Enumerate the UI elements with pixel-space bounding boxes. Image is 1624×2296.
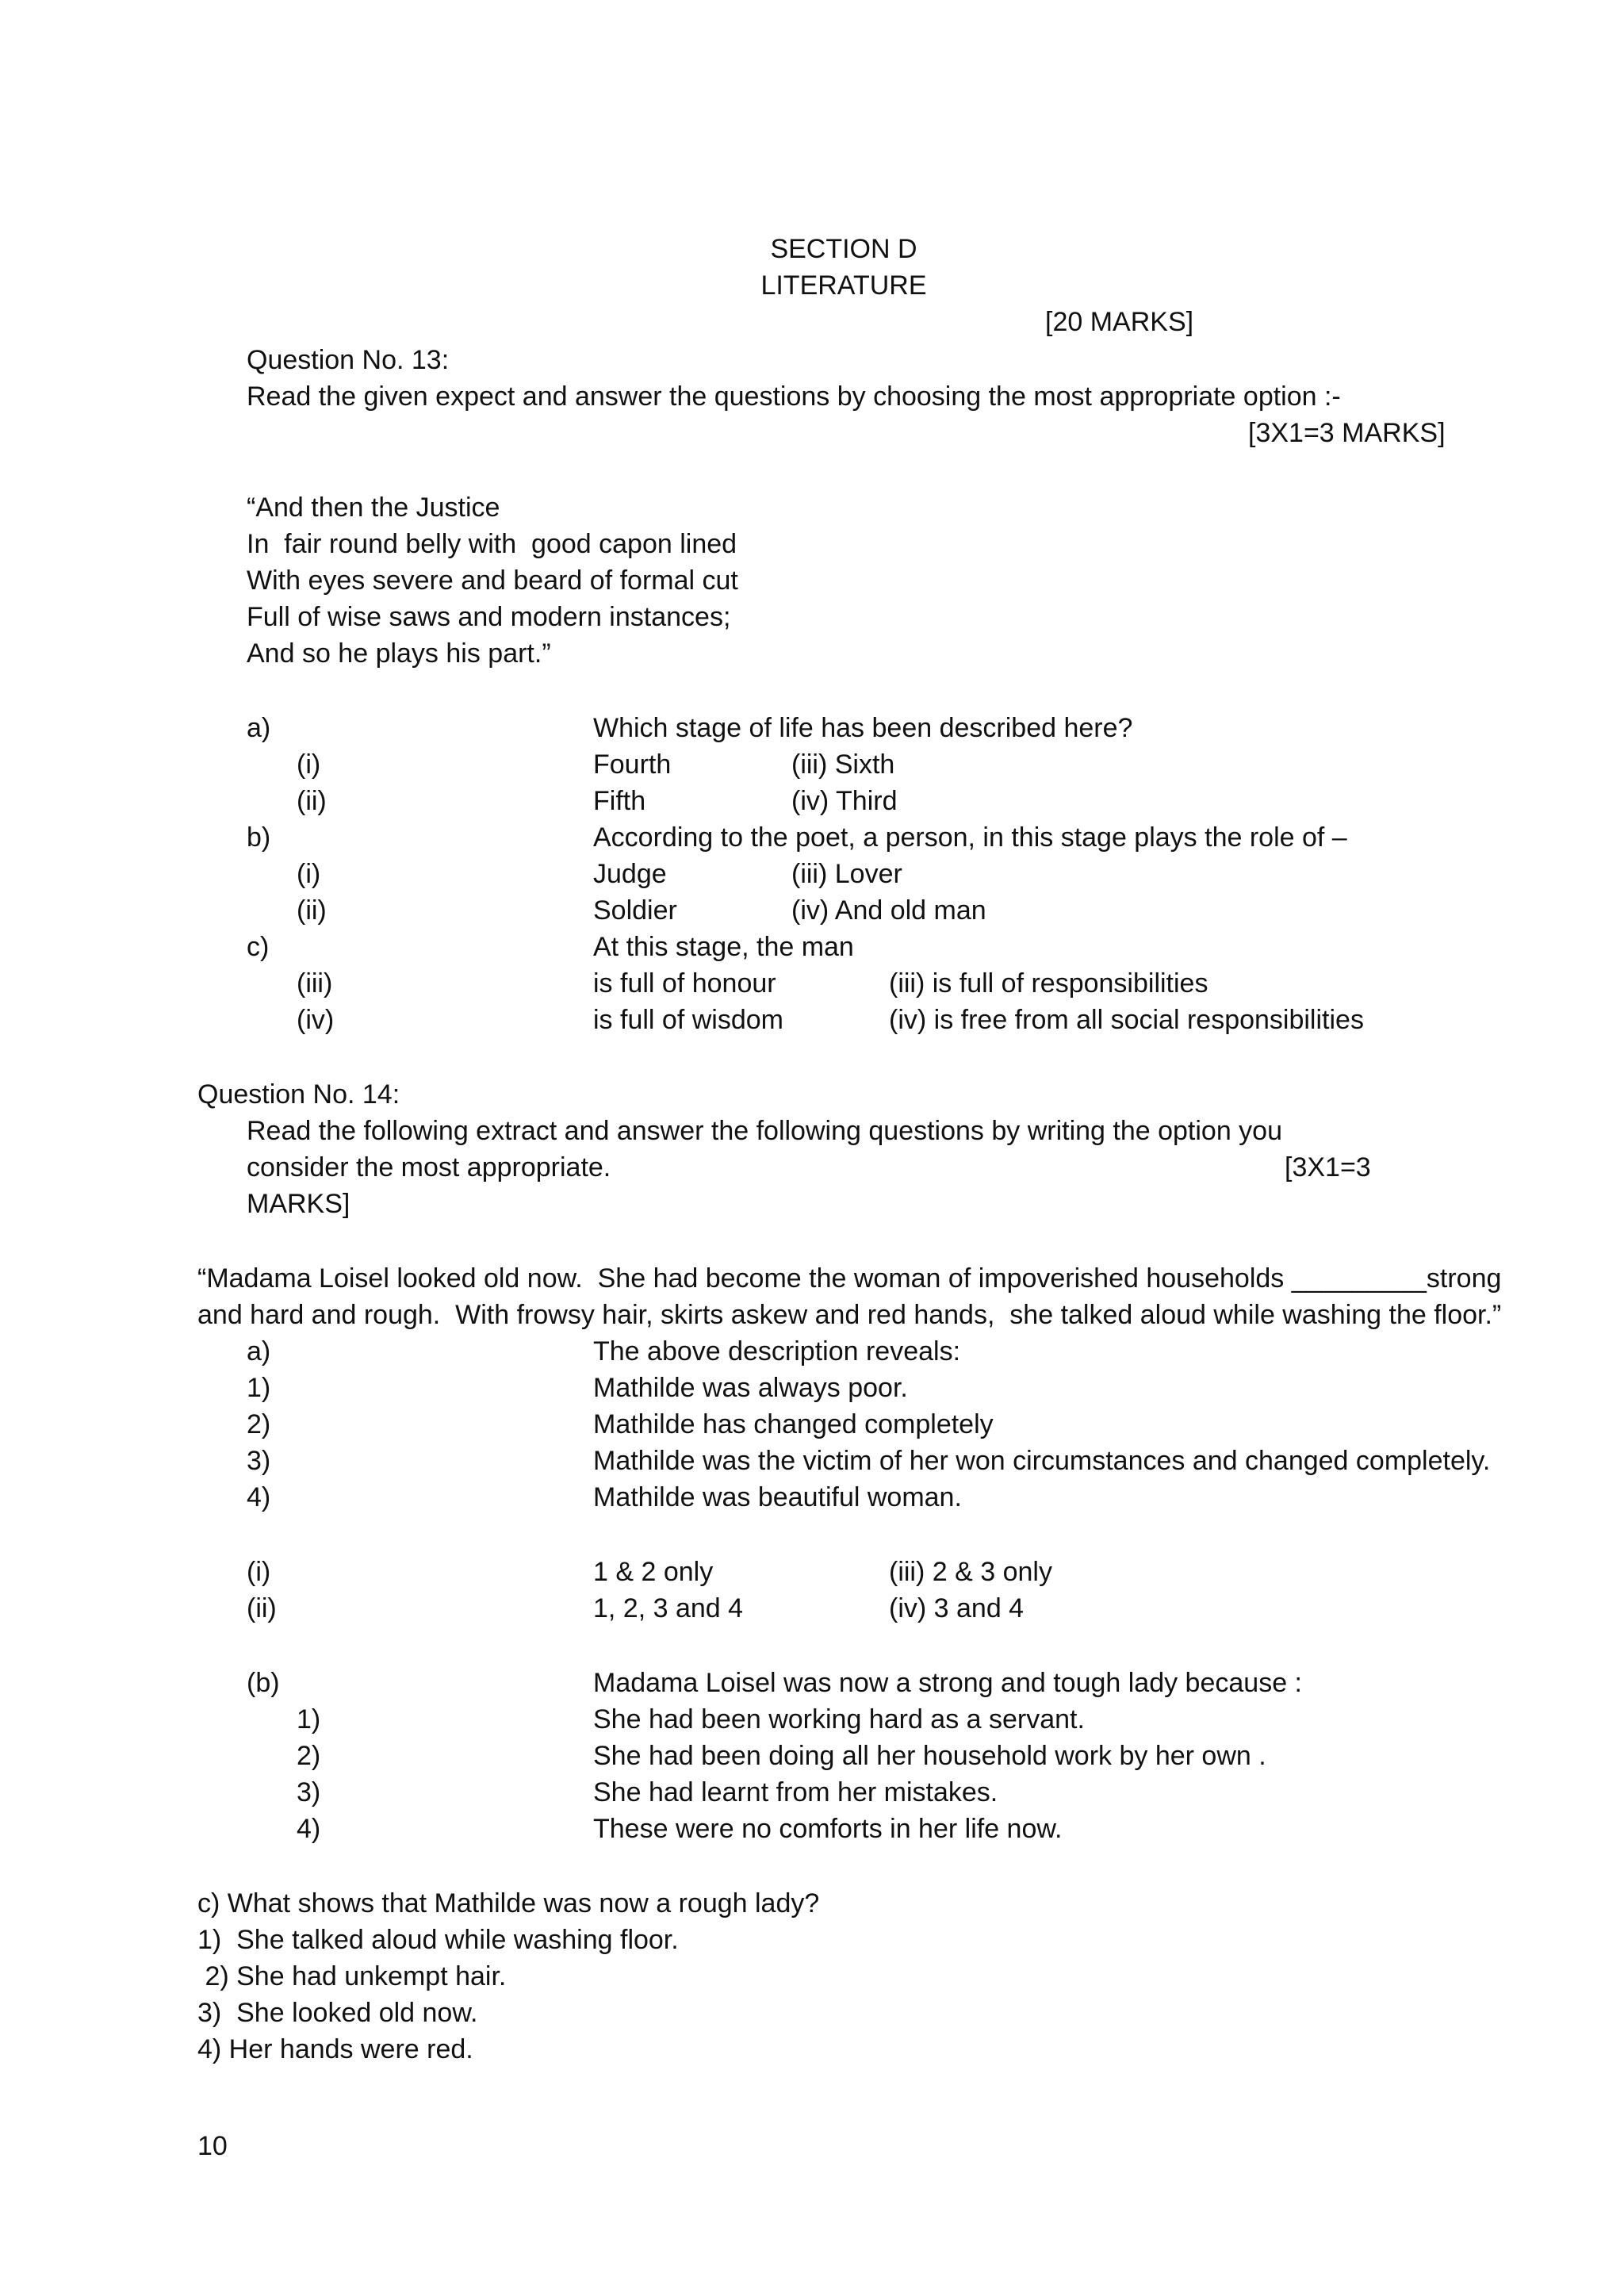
option-text: (iii) Lover — [791, 859, 902, 889]
q13b-question: According to the poet, a person, in this stage plays the role of – — [593, 822, 1347, 853]
option-text: Soldier — [593, 895, 677, 926]
option-text: is full of wisdom — [593, 1005, 783, 1035]
option-text: She had been working hard as a servant. — [593, 1704, 1085, 1734]
option-text: 3) She looked old now. — [197, 1998, 478, 2028]
option-text: Fourth — [593, 749, 672, 780]
q14-marks: [3X1=3 — [1285, 1152, 1371, 1182]
option-number: (i) — [297, 749, 321, 780]
option-text: (iii) 2 & 3 only — [889, 1557, 1052, 1587]
q13b-label: b) — [247, 822, 271, 853]
option-text: She had learnt from her mistakes. — [593, 1777, 998, 1807]
q14a-question: The above description reveals: — [593, 1336, 961, 1366]
statement-number: 3) — [247, 1446, 271, 1476]
option-number: (i) — [247, 1557, 271, 1587]
option-text: (iv) 3 and 4 — [889, 1593, 1025, 1623]
option-text: Judge — [593, 859, 667, 889]
poem-line: Full of wise saws and modern instances; — [247, 602, 731, 632]
q14b-label: (b) — [247, 1668, 280, 1698]
section-heading: SECTION D — [770, 234, 917, 264]
extract-line: “Madama Loisel looked old now. She had become the woman of impoverished households _________strong — [197, 1263, 1502, 1294]
option-number: (iii) — [297, 968, 333, 999]
q14-label: Question No. 14: — [197, 1079, 400, 1110]
extract-line: and hard and rough. With frowsy hair, skirts askew and red hands, she talked aloud while washing the floor.” — [197, 1300, 1502, 1330]
q14-marks: MARKS] — [247, 1189, 350, 1219]
option-number: 4) — [297, 1814, 321, 1844]
q14c-question: c) What shows that Mathilde was now a rough lady? — [197, 1888, 820, 1918]
option-text: 1) She talked aloud while washing floor. — [197, 1925, 679, 1955]
poem-line: “And then the Justice — [247, 493, 500, 523]
option-number: (ii) — [297, 895, 327, 926]
subject-heading: LITERATURE — [760, 270, 927, 301]
option-text: These were no comforts in her life now. — [593, 1814, 1063, 1844]
option-text: (iv) And old man — [791, 895, 986, 926]
q13-marks: [3X1=3 MARKS] — [1248, 418, 1446, 448]
statement-number: 4) — [247, 1482, 271, 1512]
option-text: (iii) is full of responsibilities — [889, 968, 1208, 999]
q14-instruction: consider the most appropriate. — [247, 1152, 611, 1182]
q13c-label: c) — [247, 932, 270, 962]
option-number: 2) — [297, 1741, 321, 1771]
q13-instruction: Read the given expect and answer the questions by choosing the most appropriate option :- — [247, 381, 1341, 412]
poem-line: With eyes severe and beard of formal cut — [247, 565, 738, 596]
poem-line: In fair round belly with good capon lined — [247, 529, 737, 559]
option-text: is full of honour — [593, 968, 776, 999]
total-marks: [20 MARKS] — [1045, 307, 1194, 337]
option-number: (ii) — [247, 1593, 277, 1623]
option-text: She had been doing all her household work by her own . — [593, 1741, 1266, 1771]
q13c-question: At this stage, the man — [593, 932, 854, 962]
option-text: 1, 2, 3 and 4 — [593, 1593, 744, 1623]
option-text: Fifth — [593, 786, 646, 816]
option-text: (iv) Third — [791, 786, 898, 816]
option-number: 3) — [297, 1777, 321, 1807]
statement-text: Mathilde was always poor. — [593, 1373, 908, 1403]
q14b-question: Madama Loisel was now a strong and tough lady because : — [593, 1668, 1302, 1698]
page-number: 10 — [197, 2131, 228, 2161]
option-text: 2) She had unkempt hair. — [197, 1961, 507, 1991]
q14a-label: a) — [247, 1336, 271, 1366]
option-number: 1) — [297, 1704, 321, 1734]
statement-number: 2) — [247, 1409, 271, 1439]
statement-text: Mathilde has changed completely — [593, 1409, 994, 1439]
q13a-question: Which stage of life has been described here? — [593, 713, 1133, 743]
option-number: (iv) — [297, 1005, 335, 1035]
poem-line: And so he plays his part.” — [247, 638, 551, 669]
option-text: (iii) Sixth — [791, 749, 895, 780]
option-text: 4) Her hands were red. — [197, 2034, 473, 2064]
option-number: (i) — [297, 859, 321, 889]
statement-text: Mathilde was the victim of her won circumstances and changed completely. — [593, 1446, 1491, 1476]
option-text: (iv) is free from all social responsibilities — [889, 1005, 1364, 1035]
option-number: (ii) — [297, 786, 327, 816]
statement-number: 1) — [247, 1373, 271, 1403]
statement-text: Mathilde was beautiful woman. — [593, 1482, 962, 1512]
q13a-label: a) — [247, 713, 271, 743]
q13-label: Question No. 13: — [247, 345, 450, 375]
q14-instruction: Read the following extract and answer the following questions by writing the option you — [247, 1116, 1282, 1146]
option-text: 1 & 2 only — [593, 1557, 714, 1587]
